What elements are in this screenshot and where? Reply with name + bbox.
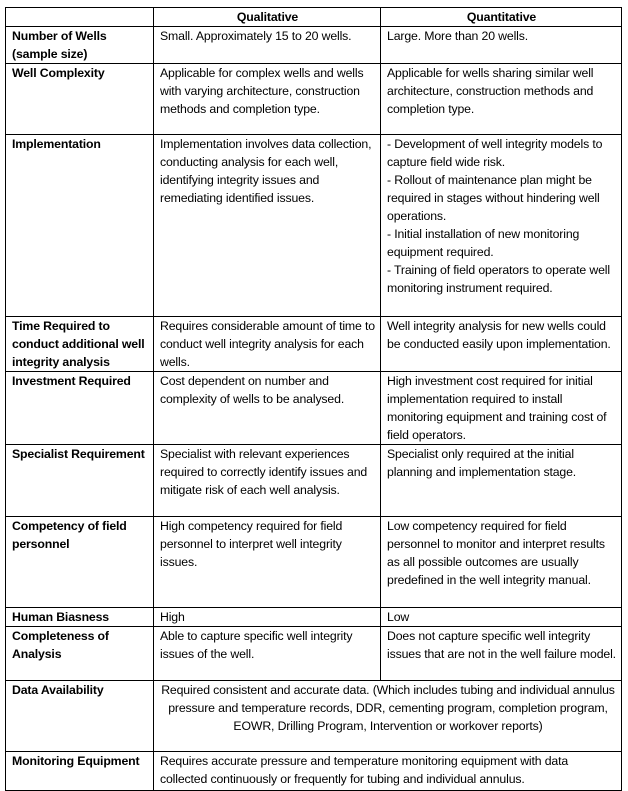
header-row (6, 8, 622, 27)
qualitative-cell: High (154, 608, 381, 627)
quantitative-cell: Well integrity analysis for new wells could be conducted easily upon implementation. (381, 317, 622, 372)
row-label: Number of Wells (sample size) (6, 27, 154, 64)
table-row (6, 681, 622, 752)
quantitative-cell: Low (381, 608, 622, 627)
qualitative-cell: Requires considerable amount of time to conduct well integrity analysis for each wells. (154, 317, 381, 372)
row-label: Implementation (6, 135, 154, 317)
bullet-line: - Training of field operators to operate well monitoring instrument required. (387, 263, 610, 295)
qualitative-vs-quantitative-table (5, 7, 622, 791)
qualitative-cell: Small. Approximately 15 to 20 wells. (154, 27, 381, 64)
merged-cell: Required consistent and accurate data. (Which includes tubing and individual annulus pressure and temperature records, DDR, cementing program, completion program, EOWR, Drilling Program, Intervention or workover reports) (154, 681, 622, 752)
table-row (6, 445, 622, 517)
quantitative-cell: Low competency required for field personnel to monitor and interpret results as all possible outcomes are usually predefined in the well integrity manual. (381, 517, 622, 608)
row-label: Data Availability (6, 681, 154, 752)
table-row (6, 627, 622, 681)
row-label: Well Complexity (6, 64, 154, 135)
table-row (6, 517, 622, 608)
quantitative-cell (381, 135, 622, 317)
quantitative-cell: High investment cost required for initial implementation required to install monitoring equipment and training cost of field operators. (381, 372, 622, 445)
comparison-table-container (5, 7, 622, 791)
qualitative-cell: Specialist with relevant experiences required to correctly identify issues and mitigate risk of each well analysis. (154, 445, 381, 517)
quantitative-cell: Applicable for wells sharing similar well architecture, construction methods and completion type. (381, 64, 622, 135)
quantitative-cell: Does not capture specific well integrity issues that are not in the well failure model. (381, 627, 622, 681)
qualitative-cell: Able to capture specific well integrity issues of the well. (154, 627, 381, 681)
header-qualitative: Qualitative (154, 8, 381, 27)
row-label: Specialist Requirement (6, 445, 154, 517)
table-row (6, 317, 622, 372)
table-row (6, 27, 622, 64)
qualitative-cell: High competency required for field personnel to interpret well integrity issues. (154, 517, 381, 608)
row-label: Investment Required (6, 372, 154, 445)
quantitative-cell: Large. More than 20 wells. (381, 27, 622, 64)
qualitative-cell: Applicable for complex wells and wells with varying architecture, construction methods and completion type. (154, 64, 381, 135)
table-row (6, 64, 622, 135)
quantitative-cell: Specialist only required at the initial planning and implementation stage. (381, 445, 622, 517)
header-blank (6, 8, 154, 27)
row-label: Time Required to conduct additional well integrity analysis (6, 317, 154, 372)
bullet-line: - Rollout of maintenance plan might be required in stages without hindering well operations. (387, 173, 600, 223)
bullet-line: - Development of well integrity models to capture field wide risk. (387, 137, 603, 169)
table-row (6, 752, 622, 791)
row-label: Completeness of Analysis (6, 627, 154, 681)
table-row (6, 608, 622, 627)
row-label: Competency of field personnel (6, 517, 154, 608)
qualitative-cell: Cost dependent on number and complexity of wells to be analysed. (154, 372, 381, 445)
row-label: Human Biasness (6, 608, 154, 627)
bullet-line: - Initial installation of new monitoring equipment required. (387, 227, 580, 259)
merged-cell: Requires accurate pressure and temperature monitoring equipment with data collected continuously or frequently for tubing and individual annulus. (154, 752, 622, 791)
table-row (6, 135, 622, 317)
qualitative-cell: Implementation involves data collection, conducting analysis for each well, identifying integrity issues and remediating identified issues. (154, 135, 381, 317)
table-row (6, 372, 622, 445)
row-label: Monitoring Equipment (6, 752, 154, 791)
header-quantitative: Quantitative (381, 8, 622, 27)
